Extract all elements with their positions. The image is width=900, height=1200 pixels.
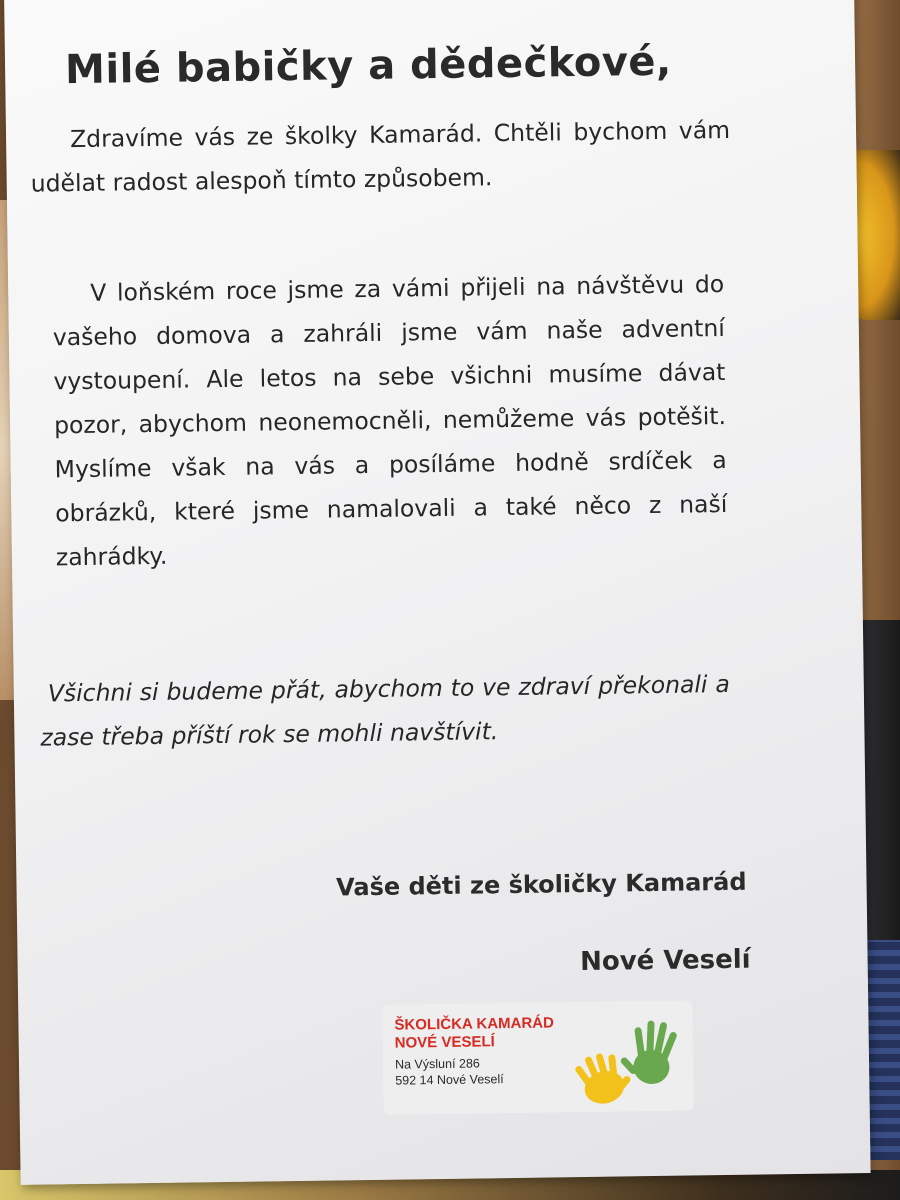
stamp-address-line-2: 592 14 Nové Veselí bbox=[395, 1072, 504, 1088]
letter-heading: Milé babičky a dědečkové, bbox=[64, 38, 673, 94]
letter-paper bbox=[4, 0, 871, 1185]
stamp-address-line-1: Na Výsluní 286 bbox=[394, 1056, 480, 1072]
letter-paragraph-3: Všichni si budeme přát, abychom to ve zdraví překonali a zase třeba příští rok se mohli navštívit. bbox=[40, 669, 730, 752]
stamp-name-line-1: ŠKOLIČKA KAMARÁD bbox=[394, 1014, 555, 1034]
stamp-address bbox=[395, 1055, 504, 1089]
letter-paragraph-1: Zdravíme vás ze školky Kamarád. Chtěli bychom vám udělat radost alespoň tímto způsobem. bbox=[30, 115, 731, 198]
stamp-name bbox=[394, 1014, 554, 1052]
letter-paragraph-2: V loňském roce jsme za vámi přijeli na návštěvu do vašeho domova a zahráli jsme vám naše adventní vystoupení. Ale letos na sebe všichni musíme dávat pozor, abychom neonemocněli, nemůžeme vás potěšit. Myslíme však na vás a posíláme hodně srdíček a obrázků, které jsme namalovali a také něco z naší zahrádky. bbox=[52, 269, 728, 572]
signature-line-1: Vaše děti ze školičky Kamarád bbox=[335, 867, 747, 902]
school-stamp bbox=[382, 1000, 694, 1114]
stamp-name-line-2: NOVÉ VESELÍ bbox=[394, 1033, 495, 1052]
hands-logo-icon bbox=[564, 1015, 685, 1107]
yellow-hand-icon bbox=[572, 1046, 636, 1106]
green-hand-icon bbox=[617, 1017, 679, 1087]
signature-line-2: Nové Veselí bbox=[579, 944, 751, 978]
